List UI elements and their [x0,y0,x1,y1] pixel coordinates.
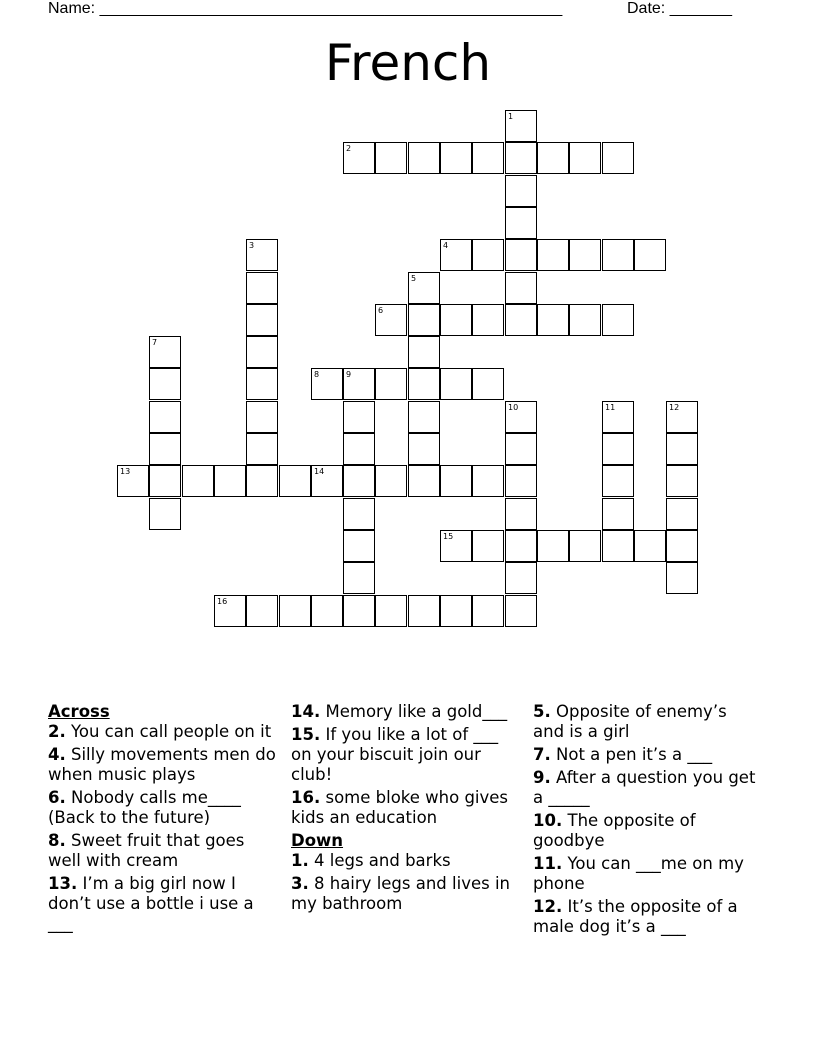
clue-text: I’m a big girl now I don’t use a bottle i use a ___ [48,874,254,933]
clue-text: Sweet fruit that goes well with cream [48,831,245,870]
grid-cell[interactable] [602,498,634,530]
grid-cell[interactable] [343,530,375,562]
clue-number: 3. [291,874,309,893]
cell-number: 9 [346,370,352,379]
page-title: French [324,34,492,92]
clues-column-1 [48,702,276,937]
grid-cell[interactable] [537,530,569,562]
clue-text: You can ___me on my phone [533,854,744,893]
grid-cell[interactable] [311,595,343,627]
down-heading: Down [291,831,344,850]
clue-text: Silly movements men do when music plays [48,745,276,784]
grid-cell[interactable] [343,498,375,530]
clue-number: 4. [48,745,66,764]
clue-text: After a question you get a _____ [533,768,756,807]
grid-cell[interactable] [149,368,181,400]
grid-cell[interactable] [375,595,407,627]
clue-number: 11. [533,854,563,873]
grid-cell[interactable] [343,465,375,497]
clue-down-11 [533,854,761,894]
grid-cell[interactable] [602,530,634,562]
cell-number: 5 [411,274,417,283]
grid-cell[interactable] [343,142,375,174]
grid-cell[interactable] [408,368,440,400]
grid-cell[interactable] [246,401,278,433]
clues-column-2 [291,702,519,917]
clue-number: 10. [533,811,563,830]
clue-number: 7. [533,745,551,764]
grid-cell[interactable] [505,433,537,465]
cell-number: 4 [443,241,449,250]
clue-number: 16. [291,788,321,807]
grid-cell[interactable] [246,433,278,465]
cell-number: 1 [508,112,514,121]
grid-cell[interactable] [408,336,440,368]
grid-cell[interactable] [408,433,440,465]
grid-cell[interactable] [505,272,537,304]
cell-number: 11 [605,403,616,412]
grid-cell[interactable] [440,368,472,400]
cell-number: 8 [314,370,320,379]
clue-number: 6. [48,788,66,807]
grid-cell[interactable] [408,142,440,174]
grid-cell[interactable] [343,368,375,400]
grid-cell[interactable] [246,272,278,304]
grid-cell[interactable] [343,595,375,627]
grid-cell[interactable] [408,401,440,433]
cell-number: 7 [152,338,158,347]
clue-down-12 [533,897,761,937]
clue-text: Nobody calls me____ (Back to the future) [48,788,241,827]
clue-number: 13. [48,874,78,893]
clue-down-3 [291,874,519,914]
grid-cell[interactable] [505,207,537,239]
clue-number: 1. [291,851,309,870]
grid-cell[interactable] [214,465,246,497]
grid-cell[interactable] [375,368,407,400]
grid-cell[interactable] [182,465,214,497]
cell-number: 14 [314,467,325,476]
grid-cell[interactable] [343,562,375,594]
grid-cell[interactable] [149,401,181,433]
clue-text: 8 hairy legs and lives in my bathroom [291,874,510,913]
clue-across-14 [291,702,519,722]
grid-cell[interactable] [408,304,440,336]
clue-down-7 [533,745,761,765]
grid-cell[interactable] [472,595,504,627]
cell-number: 6 [378,306,384,315]
grid-cell[interactable] [149,498,181,530]
cell-number: 10 [508,403,519,412]
grid-cell[interactable] [375,465,407,497]
grid-cell[interactable] [440,142,472,174]
grid-cell[interactable] [472,142,504,174]
grid-cell[interactable] [472,368,504,400]
grid-cell[interactable] [505,595,537,627]
grid-cell[interactable] [408,465,440,497]
clue-number: 9. [533,768,551,787]
grid-cell[interactable] [505,401,537,433]
clue-text: The opposite of goodbye [533,811,696,850]
grid-cell[interactable] [117,465,149,497]
clue-text: Opposite of enemy’s and is a girl [533,702,727,741]
clue-text: some bloke who gives kids an education [291,788,509,827]
grid-cell[interactable] [505,498,537,530]
grid-cell[interactable] [472,530,504,562]
grid-cell[interactable] [505,110,537,142]
grid-cell[interactable] [505,562,537,594]
grid-cell[interactable] [343,433,375,465]
grid-cell[interactable] [472,465,504,497]
grid-cell[interactable] [505,304,537,336]
clue-across-2 [48,722,276,742]
grid-cell[interactable] [602,433,634,465]
clue-number: 12. [533,897,563,916]
clue-number: 8. [48,831,66,850]
grid-cell[interactable] [569,530,601,562]
clue-number: 2. [48,722,66,741]
grid-cell[interactable] [537,239,569,271]
grid-cell[interactable] [602,401,634,433]
cell-number: 13 [120,467,131,476]
grid-cell[interactable] [569,304,601,336]
grid-cell[interactable] [246,595,278,627]
clue-down-5 [533,702,761,742]
grid-cell[interactable] [537,304,569,336]
grid-cell[interactable] [666,530,698,562]
grid-cell[interactable] [602,142,634,174]
grid-cell[interactable] [408,595,440,627]
grid-cell[interactable] [246,465,278,497]
grid-cell[interactable] [569,239,601,271]
grid-cell[interactable] [602,239,634,271]
grid-cell[interactable] [505,175,537,207]
grid-cell[interactable] [279,595,311,627]
grid-cell[interactable] [666,562,698,594]
clue-text: If you like a lot of ___ on your biscuit join our club! [291,725,499,784]
grid-cell[interactable] [279,465,311,497]
cell-number: 12 [669,403,680,412]
grid-cell[interactable] [666,498,698,530]
clue-across-8 [48,831,276,871]
grid-cell[interactable] [246,304,278,336]
clue-across-15 [291,725,519,785]
clue-across-16 [291,788,519,828]
grid-cell[interactable] [472,304,504,336]
clue-number: 14. [291,702,321,721]
grid-cell[interactable] [440,530,472,562]
clue-text: You can call people on it [71,722,272,741]
grid-cell[interactable] [602,304,634,336]
grid-cell[interactable] [505,530,537,562]
date-field[interactable]: Date: _______ [627,0,732,17]
grid-cell[interactable] [246,336,278,368]
clue-text: 4 legs and barks [314,851,451,870]
grid-cell[interactable] [634,530,666,562]
grid-cell[interactable] [472,239,504,271]
clue-down-1 [291,851,519,871]
grid-cell[interactable] [666,433,698,465]
grid-cell[interactable] [246,368,278,400]
grid-cell[interactable] [666,401,698,433]
grid-cell[interactable] [311,368,343,400]
grid-cell[interactable] [375,142,407,174]
grid-cell[interactable] [440,465,472,497]
grid-cell[interactable] [246,239,278,271]
grid-cell[interactable] [375,304,407,336]
grid-cell[interactable] [149,336,181,368]
name-field[interactable]: Name: ____________________________________________________ [48,0,563,17]
cell-number: 15 [443,532,454,541]
clue-across-6 [48,788,276,828]
grid-cell[interactable] [505,465,537,497]
clue-text: It’s the opposite of a male dog it’s a ___ [533,897,738,936]
grid-cell[interactable] [149,465,181,497]
grid-cell[interactable] [602,465,634,497]
clue-number: 5. [533,702,551,721]
grid-cell[interactable] [440,239,472,271]
grid-cell[interactable] [149,433,181,465]
clue-across-4 [48,745,276,785]
grid-cell[interactable] [569,142,601,174]
clue-down-10 [533,811,761,851]
grid-cell[interactable] [408,272,440,304]
clue-down-9 [533,768,761,808]
clues-column-3 [533,702,761,940]
cell-number: 3 [249,241,255,250]
clue-number: 15. [291,725,321,744]
grid-cell[interactable] [214,595,246,627]
grid-cell[interactable] [505,239,537,271]
grid-cell[interactable] [505,142,537,174]
grid-cell[interactable] [440,595,472,627]
grid-cell[interactable] [634,239,666,271]
cell-number: 16 [217,597,228,606]
grid-cell[interactable] [537,142,569,174]
across-heading: Across [48,702,110,721]
grid-cell[interactable] [666,465,698,497]
clue-text: Not a pen it’s a ___ [556,745,713,764]
grid-cell[interactable] [440,304,472,336]
clue-text: Memory like a gold___ [325,702,508,721]
cell-number: 2 [346,144,352,153]
clue-across-13 [48,874,276,934]
grid-cell[interactable] [343,401,375,433]
grid-cell[interactable] [311,465,343,497]
